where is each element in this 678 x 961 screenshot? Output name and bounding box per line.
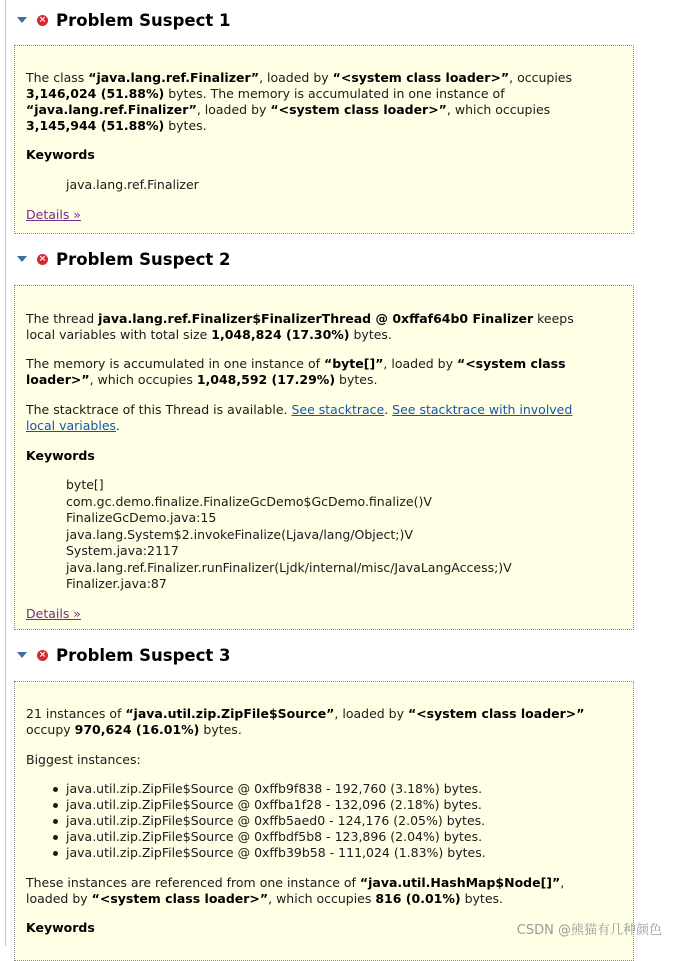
see-stacktrace-link[interactable]: See stacktrace [291, 402, 385, 417]
keyword-item: FinalizeGcDemo.java:15 [66, 510, 217, 525]
keywords-heading: Keywords [26, 920, 95, 935]
instance-item: java.util.zip.ZipFile$Source @ 0xffba1f28 - 132,096 (2.18%) bytes. [66, 797, 633, 813]
error-icon: × [38, 14, 47, 25]
suspect-2-header[interactable] [14, 246, 231, 272]
left-divider-line [5, 0, 6, 946]
suspect-3-title: Problem Suspect 3 [56, 645, 231, 665]
keyword-item: com.gc.demo.finalize.FinalizeGcDemo$GcDemo.finalize()V [66, 493, 432, 509]
error-icon: × [38, 253, 47, 264]
instance-item: java.util.zip.ZipFile$Source @ 0xffbdf5b8 - 123,896 (2.04%) bytes. [66, 829, 633, 845]
suspect-2-thread-description: The thread java.lang.ref.Finalizer$FinalizerThread @ 0xffaf64b0 Finalizer keeps local variables with total size 1,048,824 (17.30%) bytes. [26, 311, 574, 342]
suspect-3-description: 21 instances of “java.util.zip.ZipFile$Source”, loaded by “<system class loader>” occupy 970,624 (16.01%) bytes. [26, 706, 585, 737]
keyword-item: java.lang.ref.Finalizer.runFinalizer(Ljdk/internal/misc/JavaLangAccess;)V [66, 559, 512, 575]
instance-item: java.util.zip.ZipFile$Source @ 0xffb5aed0 - 124,176 (2.05%) bytes. [66, 813, 633, 829]
instance-item: java.util.zip.ZipFile$Source @ 0xffb9f838 - 192,760 (3.18%) bytes. [66, 781, 633, 797]
suspect-2-box [14, 285, 634, 630]
details-link[interactable]: Details » [26, 605, 81, 621]
collapse-triangle-icon[interactable] [17, 652, 27, 658]
suspect-3-header[interactable] [14, 642, 231, 668]
keywords-heading: Keywords [26, 147, 95, 162]
suspect-2-stacktrace-note: The stacktrace of this Thread is available. See stacktrace. See stacktrace with involved local variables. [26, 402, 573, 433]
suspect-2-memory-description: The memory is accumulated in one instance of “byte[]”, loaded by “<system class loader>”, which occupies 1,048,592 (17.29%) bytes. [26, 356, 566, 387]
keywords-list [26, 477, 633, 593]
keyword-item: Finalizer.java:87 [66, 576, 167, 591]
keywords-list [26, 177, 633, 194]
keyword-item: byte[] [66, 477, 104, 492]
collapse-triangle-icon[interactable] [17, 17, 27, 23]
keywords-heading: Keywords [26, 448, 95, 463]
suspect-1-box [14, 45, 634, 234]
keyword-item: java.lang.ref.Finalizer [66, 177, 199, 192]
suspect-1-header[interactable] [14, 7, 231, 33]
keyword-item: System.java:2117 [66, 543, 179, 558]
biggest-instances-list [26, 781, 633, 861]
instance-item: java.util.zip.ZipFile$Source @ 0xffb39b58 - 111,024 (1.83%) bytes. [66, 845, 633, 861]
csdn-watermark: CSDN @熊猫有几种颜色 [516, 923, 662, 938]
suspect-1-description: The class “java.lang.ref.Finalizer”, loaded by “<system class loader>”, occupies 3,146,024 (51.88%) bytes. The memory is accumulated in one instance of “java.lang.ref.Finalizer”, loaded by “<system class loader>”, which occupies 3,145,944 (51.88%) bytes. [26, 70, 573, 133]
suspect-3-reference-description: These instances are referenced from one instance of “java.util.HashMap$Node[]”, loaded by “<system class loader>”, which occupies 816 (0.01%) bytes. [26, 875, 565, 906]
suspect-2-title: Problem Suspect 2 [56, 249, 231, 269]
see-stacktrace-variables-link[interactable]: See stacktrace with involved local variables [26, 402, 573, 433]
collapse-triangle-icon[interactable] [17, 256, 27, 262]
biggest-instances-label: Biggest instances: [26, 752, 141, 767]
keyword-item: java.lang.System$2.invokeFinalize(Ljava/lang/Object;)V [66, 526, 413, 542]
details-link[interactable]: Details » [26, 206, 81, 222]
error-icon: × [38, 649, 47, 660]
suspect-1-title: Problem Suspect 1 [56, 10, 231, 30]
